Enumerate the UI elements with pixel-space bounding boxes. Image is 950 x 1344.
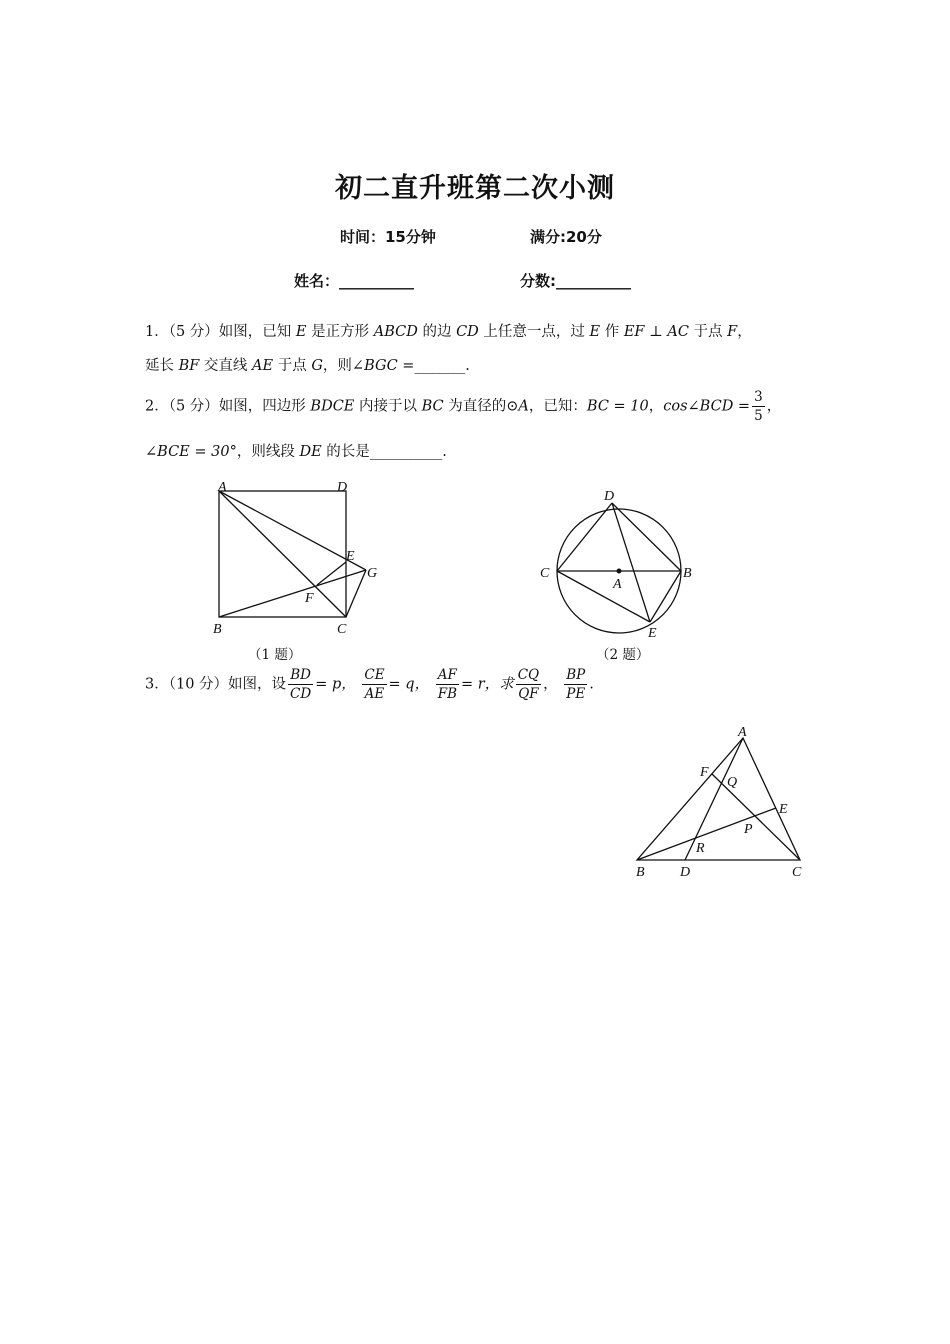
fig1-label-f: F — [305, 591, 314, 606]
circle-a — [557, 509, 681, 633]
question-1-line-1: 1．（5 分）如图，已知 E 是正方形 ABCD 的边 CD 上任意一点，过 E 作 EF ⊥ AC 于点 F， — [145, 324, 752, 340]
diagonal-ac — [219, 491, 346, 617]
line-ag — [219, 491, 366, 570]
fig3-label-b: B — [636, 865, 645, 880]
cos-fraction: $\frac{3}{5}$ — [754, 389, 763, 424]
full-score: 满分:20分 — [530, 228, 602, 246]
fig3-label-p: P — [744, 822, 753, 837]
figure-1-caption: （1 题） — [248, 647, 302, 663]
cevian-be — [637, 808, 776, 860]
fig2-label-e: E — [648, 626, 657, 641]
fig1-label-a: A — [218, 480, 227, 495]
time-limit: 时间：15分钟 — [340, 228, 436, 246]
fig3-label-r: R — [696, 841, 705, 856]
fraction-ce-ae: $\frac{CE}{AE}$ — [364, 667, 385, 702]
square-abcd — [219, 491, 346, 617]
answer-blank-1: _______ — [414, 358, 466, 374]
chord-de — [612, 503, 650, 622]
cevian-ad — [685, 738, 743, 860]
fig1-label-g: G — [367, 566, 378, 581]
fraction-bp-pe: $\frac{BP}{PE}$ — [566, 667, 586, 702]
chord-db — [612, 503, 681, 571]
fig2-label-b: B — [683, 566, 692, 581]
fig2-label-a: A — [613, 577, 622, 592]
score-field: 分数:__________ — [520, 272, 631, 290]
center-point — [617, 569, 622, 574]
line-bg — [219, 570, 366, 617]
fig1-label-e: E — [346, 549, 355, 564]
figure-2-caption: （2 题） — [596, 647, 650, 663]
question-2-line-1: 2．（5 分）如图，四边形 BDCE 内接于以 BC 为直径的⊙A，已知：BC = 10，cos∠BCD = $\frac{3}{5}$ ， — [145, 389, 782, 424]
question-1-line-2: 延长 BF 交直线 AE 于点 G，则∠BGC =_______. — [145, 358, 470, 374]
fig1-label-b: B — [213, 622, 222, 637]
fig1-label-c: C — [337, 622, 347, 637]
fig3-label-d: D — [680, 865, 691, 880]
fig2-label-d: D — [604, 489, 615, 504]
triangle-abc — [637, 738, 800, 860]
cevian-cf — [712, 774, 800, 860]
chord-cd — [557, 503, 612, 571]
segment-ef — [317, 562, 346, 585]
fig3-label-e: E — [779, 802, 788, 817]
page-title: 初二直升班第二次小测 — [335, 173, 615, 204]
fraction-cq-qf: $\frac{CQ}{QF}$ — [517, 667, 540, 702]
fig1-label-d: D — [337, 480, 348, 495]
question-3: 3．（10 分）如图，设 $\frac{BD}{CD}$ = p， $\frac{CE}{AE}$ = q， $\frac{AF}{FB}$ = r，求 $\frac{CQ}{QF}$ ， $\frac{BP}{PE}$ . — [145, 667, 594, 702]
chord-ce — [557, 571, 650, 622]
chord-eb — [650, 571, 681, 622]
question-2-line-2: ∠BCE = 30°，则线段 DE 的长是__________. — [145, 444, 447, 460]
fig3-label-c: C — [792, 865, 802, 880]
answer-blank-2: __________ — [369, 444, 443, 460]
fraction-bd-cd: $\frac{BD}{CD}$ — [290, 667, 312, 702]
fig3-label-a: A — [738, 725, 747, 740]
line-cg — [346, 570, 366, 617]
name-field: 姓名：__________ — [294, 272, 415, 290]
fig2-label-c: C — [540, 566, 550, 581]
fig3-label-f: F — [700, 765, 709, 780]
fig3-label-q: Q — [727, 775, 738, 790]
fraction-af-fb: $\frac{AF}{FB}$ — [437, 667, 457, 702]
